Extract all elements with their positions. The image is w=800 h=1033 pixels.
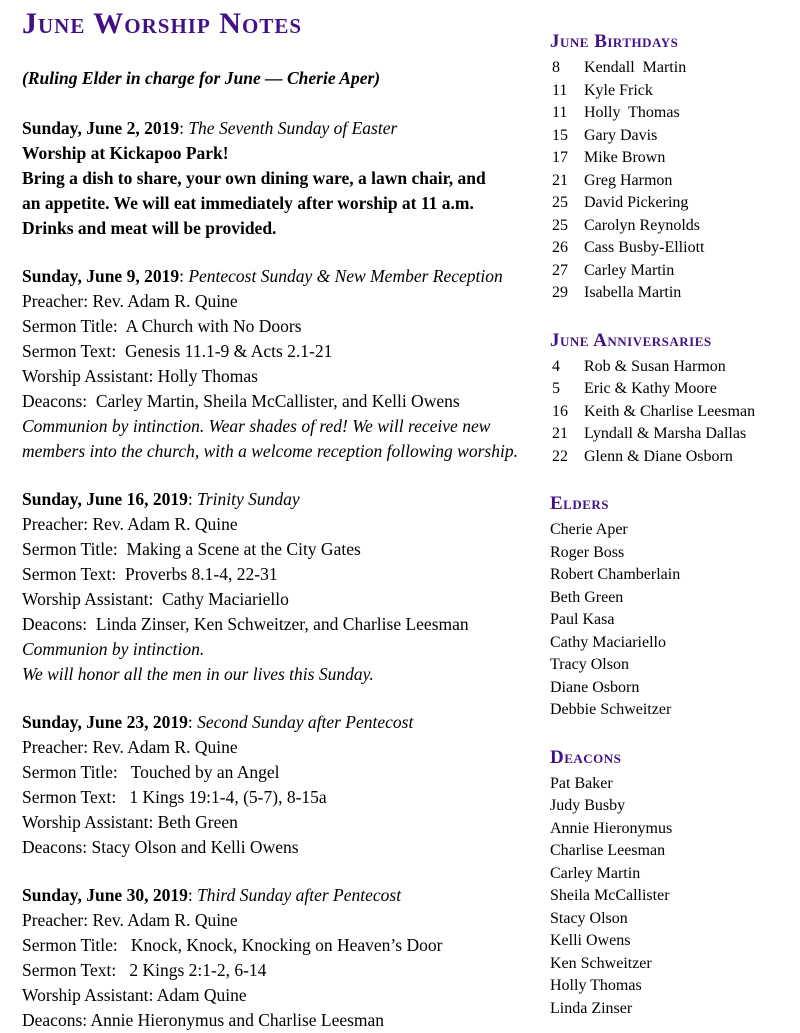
item-day: 17 (552, 149, 568, 166)
list-item (550, 446, 794, 469)
service-block (22, 264, 546, 464)
item-day: 11 (552, 81, 568, 99)
service-line: We will honor all the men in our lives this Sunday. (22, 664, 374, 684)
service-block (22, 487, 546, 687)
list-item: Judy Busby (550, 797, 626, 814)
service-header (22, 264, 546, 289)
item-day: 26 (552, 239, 568, 256)
service-title: The Seventh Sunday of Easter (188, 118, 398, 138)
item-day: 16 (552, 402, 568, 420)
service-line: Deacons: Stacy Olson and Kelli Owens (22, 837, 299, 857)
elders-heading: Elders (550, 493, 610, 514)
list-item (550, 423, 794, 446)
item-day: 5 (552, 380, 560, 397)
list-item (550, 356, 794, 379)
list-item (550, 282, 794, 305)
service-line: Sermon Text: 2 Kings 2:1-2, 6-14 (22, 960, 267, 980)
service-line: Deacons: Annie Hieronymus and Charlise Leesman (22, 1010, 385, 1030)
list-item: Diane Osborn (550, 678, 640, 696)
service-line: Preacher: Rev. Adam R. Quine (22, 514, 238, 534)
list-item: Roger Boss (550, 543, 625, 561)
service-separator: : (179, 266, 189, 286)
item-name: Glenn & Diane Osborn (584, 447, 733, 465)
deacons-section (550, 746, 794, 1021)
service-line: Bring a dish to share, your own dining ware, a lawn chair, and (22, 168, 486, 188)
service-block (22, 116, 546, 241)
item-day: 21 (552, 171, 568, 189)
item-name: Rob & Susan Harmon (584, 357, 726, 375)
service-line: Worship Assistant: Holly Thomas (22, 366, 258, 386)
service-line: Communion by intinction. Wear shades of red! We will receive new (22, 416, 491, 436)
list-item (550, 80, 794, 103)
service-date: Sunday, June 16, 2019 (22, 489, 188, 509)
list-item: Charlise Leesman (550, 842, 666, 859)
anniversaries-list (550, 356, 794, 469)
list-item: Holly Thomas (550, 977, 642, 994)
service-block (22, 710, 546, 860)
list-item: Ken Schweitzer (550, 954, 652, 972)
item-name: Holly Thomas (584, 104, 680, 121)
service-title: Pentecost Sunday & New Member Reception (188, 266, 503, 286)
item-name: Mike Brown (584, 149, 666, 166)
list-item: Annie Hieronymus (550, 819, 673, 837)
elders-section (550, 492, 794, 722)
list-item (550, 57, 794, 80)
list-item (550, 192, 794, 215)
item-day: 25 (552, 216, 568, 234)
service-lines (22, 512, 546, 687)
list-item (550, 102, 794, 125)
service-separator: : (187, 489, 198, 509)
service-line: Sermon Text: Genesis 11.1-9 & Acts 2.1-21 (22, 341, 333, 361)
ruling-elder-note: (Ruling Elder in charge for June — Cherie Aper) (22, 68, 381, 88)
item-name: Gary Davis (584, 126, 658, 144)
list-item (550, 401, 794, 424)
service-lines (22, 908, 546, 1033)
service-separator: : (187, 885, 198, 905)
list-item: Pat Baker (550, 774, 613, 792)
item-name: Lyndall & Marsha Dallas (584, 425, 747, 442)
anniversaries-heading: June Anniversaries (550, 329, 712, 351)
birthdays-list (550, 57, 794, 305)
item-name: Eric & Kathy Moore (584, 380, 717, 397)
service-line: Preacher: Rev. Adam R. Quine (22, 910, 238, 930)
item-name: Keith & Charlise Leesman (584, 402, 756, 420)
item-name: David Pickering (584, 194, 689, 211)
service-header (22, 710, 546, 735)
service-line: Sermon Title: Making a Scene at the City Gates (22, 539, 361, 559)
service-block (22, 883, 546, 1033)
list-item: Stacy Olson (550, 909, 628, 927)
service-header (22, 116, 546, 141)
item-day: 11 (552, 104, 568, 121)
birthdays-section (550, 30, 794, 305)
deacons-heading: Deacons (550, 746, 622, 768)
item-day: 15 (552, 126, 568, 144)
list-item: Tracy Olson (550, 656, 629, 673)
list-item: Sheila McCallister (550, 887, 670, 904)
item-day: 4 (552, 357, 560, 375)
item-day: 21 (552, 425, 568, 442)
service-header (22, 883, 546, 908)
service-line: Preacher: Rev. Adam R. Quine (22, 291, 238, 311)
list-item: Linda Zinser (550, 999, 633, 1017)
service-line: members into the church, with a welcome reception following worship. (22, 441, 518, 461)
list-item: Beth Green (550, 588, 624, 606)
service-lines (22, 735, 546, 860)
service-lines (22, 141, 546, 241)
list-item: Cherie Aper (550, 521, 628, 538)
service-line: Sermon Text: 1 Kings 19:1-4, (5-7), 8-15a (22, 787, 327, 807)
service-line: Worship Assistant: Beth Green (22, 812, 238, 832)
page-title: June Worship Notes (22, 7, 303, 40)
service-line: Communion by intinction. (22, 639, 205, 659)
service-line: an appetite. We will eat immediately after worship at 11 a.m. (22, 193, 474, 213)
service-date: Sunday, June 9, 2019 (22, 266, 180, 286)
list-item (550, 125, 794, 148)
service-separator: : (179, 118, 189, 138)
sidebar-column (546, 6, 794, 1033)
service-date: Sunday, June 2, 2019 (22, 118, 180, 138)
service-line: Worship at Kickapoo Park! (22, 143, 229, 163)
item-name: Kendall Martin (584, 59, 687, 76)
list-item: Robert Chamberlain (550, 566, 681, 583)
list-item (550, 260, 794, 283)
item-name: Carley Martin (584, 261, 675, 279)
service-header (22, 487, 546, 512)
service-line: Deacons: Linda Zinser, Ken Schweitzer, and Charlise Leesman (22, 614, 469, 634)
service-date: Sunday, June 30, 2019 (22, 885, 188, 905)
list-item: Cathy Maciariello (550, 633, 666, 651)
service-line: Sermon Title: Knock, Knock, Knocking on Heaven’s Door (22, 935, 443, 955)
item-name: Isabella Martin (584, 284, 682, 301)
service-line: Sermon Text: Proverbs 8.1-4, 22-31 (22, 564, 278, 584)
item-name: Greg Harmon (584, 171, 673, 189)
elders-list (550, 519, 794, 722)
item-name: Cass Busby-Elliott (584, 239, 705, 256)
birthdays-heading: June Birthdays (550, 31, 679, 52)
list-item: Kelli Owens (550, 932, 631, 949)
list-item (550, 378, 794, 401)
list-item (550, 215, 794, 238)
item-day: 22 (552, 447, 568, 465)
service-line: Worship Assistant: Adam Quine (22, 985, 247, 1005)
worship-notes-column (22, 6, 546, 1033)
item-name: Kyle Frick (584, 81, 653, 99)
service-title: Third Sunday after Pentecost (197, 885, 402, 905)
service-title: Second Sunday after Pentecost (197, 712, 414, 732)
service-title: Trinity Sunday (197, 489, 300, 509)
item-day: 29 (552, 284, 568, 301)
list-item (550, 237, 794, 260)
anniversaries-section (550, 329, 794, 469)
list-item: Paul Kasa (550, 611, 615, 628)
item-day: 8 (552, 59, 560, 76)
list-item (550, 147, 794, 170)
service-lines (22, 289, 546, 464)
item-day: 27 (552, 261, 568, 279)
item-name: Carolyn Reynolds (584, 216, 700, 234)
service-line: Deacons: Carley Martin, Sheila McCallister, and Kelli Owens (22, 391, 460, 411)
service-date: Sunday, June 23, 2019 (22, 712, 188, 732)
service-line: Sermon Title: A Church with No Doors (22, 316, 302, 336)
list-item: Carley Martin (550, 864, 641, 882)
service-line: Sermon Title: Touched by an Angel (22, 762, 280, 782)
deacons-list (550, 773, 794, 1021)
services (22, 116, 546, 1033)
service-line: Preacher: Rev. Adam R. Quine (22, 737, 238, 757)
list-item (550, 170, 794, 193)
service-line: Worship Assistant: Cathy Maciariello (22, 589, 289, 609)
service-separator: : (187, 712, 198, 732)
service-line: Drinks and meat will be provided. (22, 218, 277, 238)
item-day: 25 (552, 194, 568, 211)
list-item: Debbie Schweitzer (550, 701, 672, 718)
